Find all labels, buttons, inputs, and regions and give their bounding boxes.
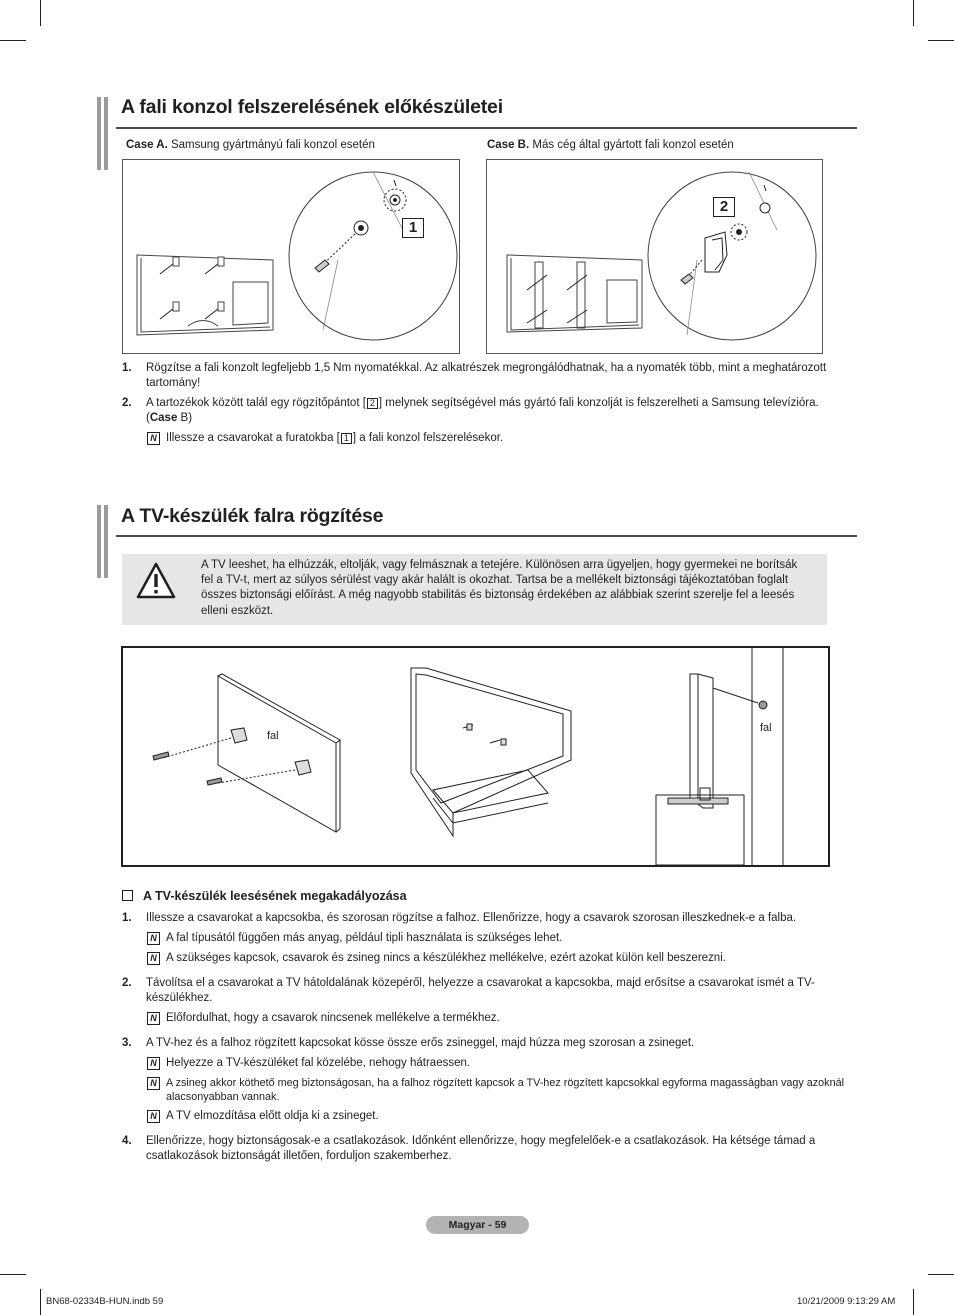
inline-box-2: 2	[367, 398, 378, 409]
note-pencil-icon: N	[147, 932, 160, 945]
crop-mark	[928, 40, 954, 41]
case-a-label: Case A. Samsung gyártmányú fali konzol esetén	[126, 139, 375, 151]
footer-timestamp: 10/21/2009 9:13:29 AM	[797, 1296, 896, 1307]
wall-label-right: fal	[760, 722, 772, 734]
list-item: 4. Ellenőrizze, hogy biztonságosak-e a csatlakozások. Időnként ellenőrizze, hogy megfelelőek-e a csatlakozások. Ha kétsége támad a csatlakozások biztonságát illetően, forduljon szakemberhez.	[122, 1135, 816, 1162]
crop-mark	[40, 0, 41, 26]
note-item: N Előfordulhat, hogy a csavarok nincsenek mellékelve a termékhez.	[146, 1011, 860, 1026]
subheading: A TV-készülék leesésének megakadályozása	[122, 889, 407, 903]
note-pencil-icon: N	[147, 1012, 160, 1025]
note-item: N A TV elmozdítása előtt oldja ki a zsineget.	[146, 1109, 860, 1124]
note-item: N Helyezze a TV-készüléket fal közelébe, nehogy hátraessen.	[146, 1056, 860, 1071]
section-rule	[116, 127, 857, 129]
tv-back-bracket-illustration	[487, 160, 822, 353]
callout-box-1: 1	[402, 218, 424, 238]
list-item: 1. Illessze a csavarokat a kapcsokba, és szorosan rögzítse a falhoz. Ellenőrizze, hogy a csavarok szorosan illeszkednek-e a falba.	[122, 912, 797, 924]
crop-mark	[928, 1274, 954, 1275]
note-item: N A fal típusától függően más anyag, például tipli használata is szükséges lehet.	[146, 931, 860, 946]
anti-fall-figure	[121, 646, 830, 867]
callout-box-2: 2	[713, 197, 735, 217]
checkbox-bullet-icon	[122, 890, 133, 901]
crop-mark	[40, 1289, 41, 1315]
note-pencil-icon: N	[147, 1057, 160, 1070]
warning-text: A TV leeshet, ha elhúzzák, eltolják, vagy felmásznak a tetejére. Különösen arra ügyeljen, hogy gyermekei ne borítsák fel a TV-t, mert az súlyos sérülést vagy akár halált is okozhat. Tartsa be a mellékelt biztonsági tájékoztatóban foglalt összes biztonsági előírást. A még nagyobb stabilitás és biztonság érdekében az alábbiak szerint szerelje fel a leesés elleni eszközt.	[201, 559, 798, 617]
tv-wall-mount-illustration	[123, 648, 828, 865]
list-item: 1. Rögzítse a fali konzolt legfeljebb 1,5 Nm nyomatékkal. Az alkatrészek megrongálódhatnak, ha a nyomaték több, mint a meghatározott tartomány!	[122, 362, 827, 389]
section-title: A TV-készülék falra rögzítése	[121, 505, 384, 527]
section-marker	[97, 97, 101, 170]
note-pencil-icon: N	[147, 1077, 160, 1090]
warning-box	[122, 554, 827, 625]
crop-mark	[913, 1289, 914, 1315]
case-b-illustration	[486, 159, 823, 354]
section-title: A fali konzol felszerelésének előkészületei	[121, 96, 503, 118]
section-rule	[116, 535, 857, 537]
list-item: 3. A TV-hez és a falhoz rögzített kapcsokat kösse össze erős zsineggel, majd húzza meg szorosan a zsineget.	[122, 1037, 695, 1049]
note-item: N Illessze a csavarokat a furatokba [ 1 ] a fali konzol felszerelésekor.	[146, 431, 834, 446]
crop-mark	[0, 40, 26, 41]
section2-steps	[122, 911, 860, 1169]
list-item: 2. A tartozékok között talál egy rögzítőpántot [ 2 ] melynek segítségével más gyártó fali konzolját is felszerelheti a Samsung televízióra. (Case B)	[122, 397, 819, 424]
note-pencil-icon: N	[147, 1110, 160, 1123]
section-marker	[97, 505, 101, 578]
note-pencil-icon: N	[147, 952, 160, 965]
page-number-pill: Magyar - 59	[426, 1216, 529, 1234]
crop-mark	[0, 1274, 26, 1275]
crop-mark	[913, 0, 914, 26]
section-marker	[104, 97, 108, 170]
section-marker	[104, 505, 108, 578]
list-item: 2. Távolítsa el a csavarokat a TV hátoldalának közepéről, helyezze a csavarokat a kapcsokba, majd erősítse a csavarokat ismét a TV-készülékhez.	[122, 977, 815, 1004]
section1-list	[122, 361, 834, 451]
tv-back-illustration	[123, 160, 459, 353]
case-a-illustration	[122, 159, 460, 354]
note-pencil-icon: N	[147, 432, 160, 445]
note-item: N A zsineg akkor köthető meg biztonságosan, ha a falhoz rögzített kapcsok a TV-hez rögzített kapcsokkal egyforma magasságban vagy azoknál alacsonyabban vannak.	[146, 1076, 860, 1104]
inline-box-1: 1	[341, 433, 352, 444]
warning-triangle-icon	[136, 562, 176, 600]
note-item: N A szükséges kapcsok, csavarok és zsineg nincs a készülékhez mellékelve, ezért azokat külön kell beszerezni.	[146, 951, 860, 966]
wall-label-left: fal	[267, 730, 279, 742]
case-b-label: Case B. Más cég által gyártott fali konzol esetén	[487, 139, 734, 151]
footer-file-info: BN68-02334B-HUN.indb 59	[46, 1296, 164, 1307]
